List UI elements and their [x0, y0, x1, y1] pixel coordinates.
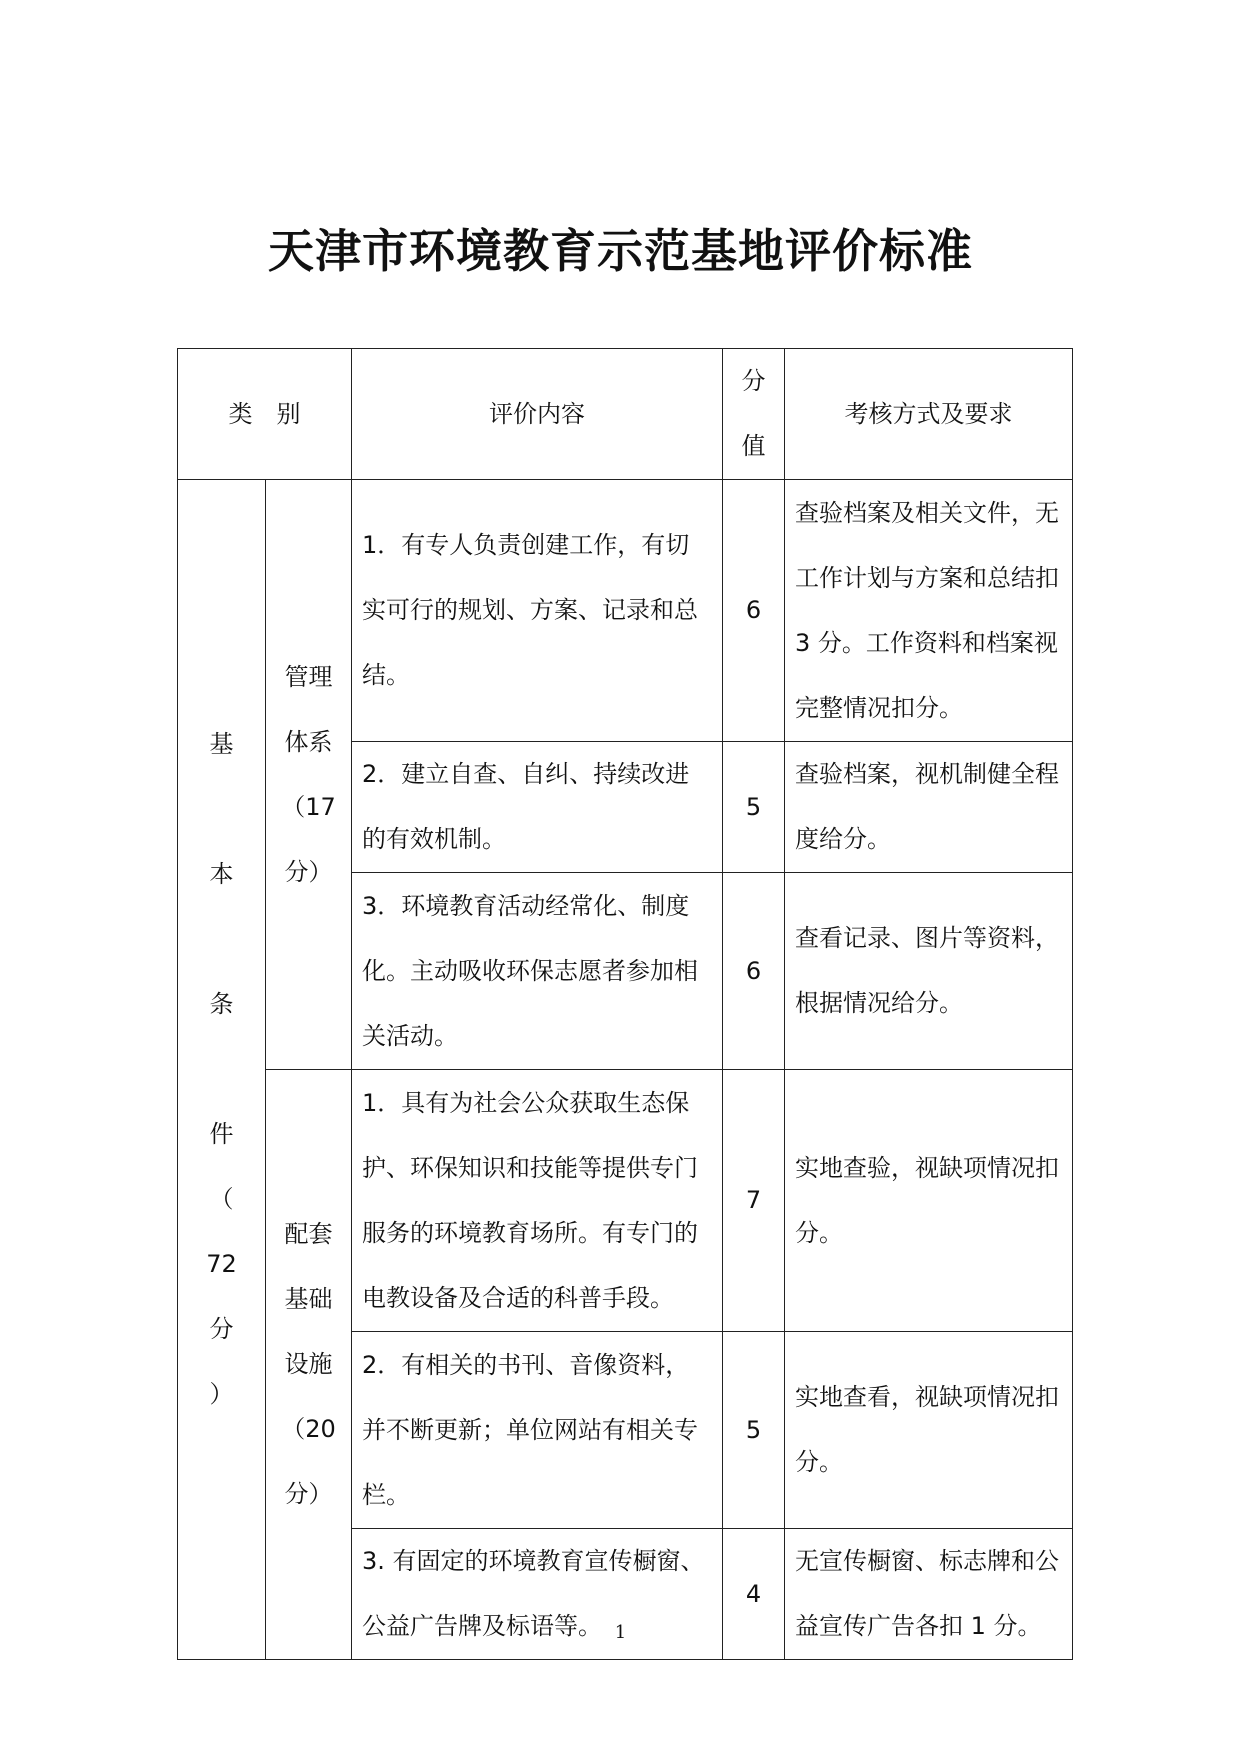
- main-category-char: 基: [209, 730, 234, 758]
- main-category-char: ）: [209, 1380, 234, 1408]
- table-row: [178, 480, 1073, 742]
- item-content: 2．建立自查、自纠、持续改进的有效机制。: [352, 742, 723, 873]
- table-header-row: [178, 349, 1073, 480]
- item-content: 1．具有为社会公众获取生态保护、环保知识和技能等提供专门服务的环境教育场所。有专门的电教设备及合适的科普手段。: [352, 1070, 723, 1332]
- item-method: 实地查看，视缺项情况扣分。: [785, 1332, 1073, 1529]
- main-category-char: （: [209, 1185, 234, 1213]
- item-content: 1．有专人负责创建工作，有切实可行的规划、方案、记录和总结。: [352, 480, 723, 742]
- item-score: 6: [723, 480, 785, 742]
- sub-category-line: （20: [281, 1415, 336, 1443]
- page-number: 1: [614, 1622, 627, 1643]
- main-category-char: 本: [209, 860, 234, 888]
- page-title: 天津市环境教育示范基地评价标准: [268, 224, 973, 278]
- header-category: 类 别: [178, 349, 352, 480]
- item-method: 无宣传橱窗、标志牌和公益宣传广告各扣 1 分。: [785, 1529, 1073, 1660]
- sub-category-management: [266, 480, 352, 1070]
- item-content: 2．有相关的书刊、音像资料，并不断更新；单位网站有相关专栏。: [352, 1332, 723, 1529]
- item-score: 5: [723, 742, 785, 873]
- sub-category-line: 基础: [284, 1285, 333, 1313]
- header-content: 评价内容: [352, 349, 723, 480]
- evaluation-standard-table: [177, 348, 1073, 1660]
- main-category-char: 条: [209, 990, 234, 1018]
- sub-category-line: （17: [281, 792, 336, 821]
- item-method: 查验档案及相关文件，无工作计划与方案和总结扣 3 分。工作资料和档案视完整情况扣分。: [785, 480, 1073, 742]
- item-content: 3．环境教育活动经常化、制度化。主动吸收环保志愿者参加相关活动。: [352, 873, 723, 1070]
- main-category-char: 72: [206, 1250, 237, 1278]
- sub-category-line: 配套: [284, 1220, 333, 1248]
- header-score: 分值: [723, 349, 785, 480]
- sub-category-line: 管理: [284, 662, 333, 691]
- sub-category-line: 体系: [284, 727, 333, 756]
- sub-category-line: 分）: [284, 1480, 333, 1508]
- item-content: 3. 有固定的环境教育宣传橱窗、公益广告牌及标语等。: [352, 1529, 723, 1660]
- sub-category-line: 设施: [284, 1350, 333, 1378]
- item-score: 6: [723, 873, 785, 1070]
- item-method: 查看记录、图片等资料，根据情况给分。: [785, 873, 1073, 1070]
- main-category-char: 分: [209, 1315, 234, 1343]
- main-category-cell: [178, 480, 266, 1660]
- table-row: [178, 1070, 1073, 1332]
- sub-category-facilities: [266, 1070, 352, 1660]
- item-score: 7: [723, 1070, 785, 1332]
- item-method: 查验档案，视机制健全程度给分。: [785, 742, 1073, 873]
- main-category-char: 件: [209, 1120, 234, 1148]
- header-method: 考核方式及要求: [785, 349, 1073, 480]
- sub-category-line: 分）: [284, 857, 333, 886]
- item-score: 5: [723, 1332, 785, 1529]
- item-score: 4: [723, 1529, 785, 1660]
- item-method: 实地查验，视缺项情况扣分。: [785, 1070, 1073, 1332]
